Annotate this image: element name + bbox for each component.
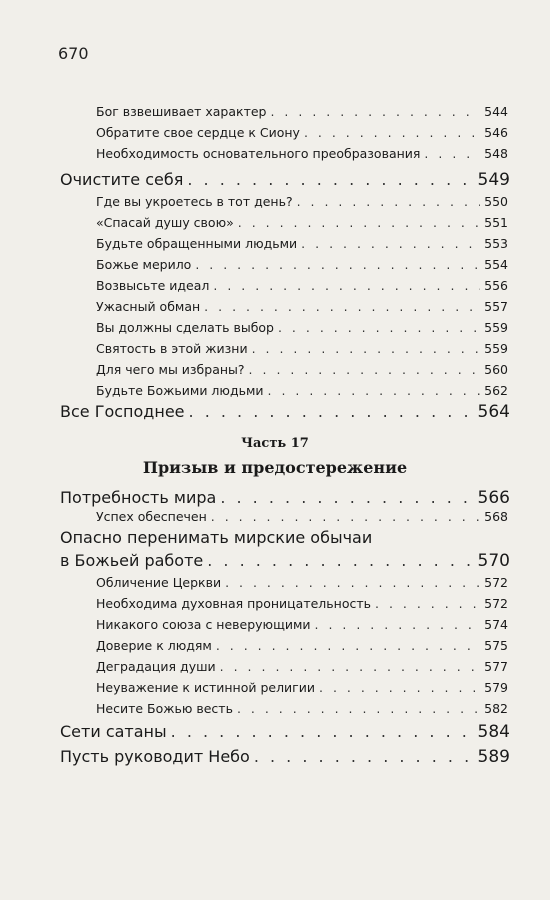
toc-entry-page: 572 [484, 596, 508, 611]
toc-section-title: Сети сатаны [60, 722, 167, 741]
toc-entry-title: Необходима духовная проницательность [96, 596, 371, 611]
toc-entry-title: Вы должны сделать выбор [96, 320, 274, 335]
toc-entry-page: 568 [484, 509, 508, 524]
toc-entry [96, 257, 508, 272]
toc-section [60, 551, 510, 571]
toc-entry-page: 574 [484, 617, 508, 632]
leader-dots [254, 747, 474, 766]
leader-dots [237, 701, 480, 716]
toc-entry-page: 575 [484, 638, 508, 653]
leader-dots [304, 125, 480, 140]
part-label: Часть 17 [241, 436, 309, 451]
toc-entry-title: «Спасай душу свою» [96, 215, 234, 230]
toc-entry-title: Божье мерило [96, 257, 192, 272]
toc-entry [96, 320, 508, 335]
toc-section [60, 170, 510, 190]
toc-entry-title: Где вы укроетесь в тот день? [96, 194, 293, 209]
leader-dots [187, 170, 473, 189]
toc-entry [96, 596, 508, 611]
toc-entry [96, 194, 508, 209]
toc-section-page: 589 [477, 747, 510, 767]
leader-dots [315, 617, 481, 632]
toc-section [60, 402, 510, 422]
toc-section-page: 584 [477, 722, 510, 742]
toc-entry-title: Несите Божью весть [96, 701, 233, 716]
toc-section-page: 570 [477, 551, 510, 571]
toc-entry-title: Для чего мы избраны? [96, 362, 245, 377]
toc-section-title: Потребность мира [60, 488, 217, 507]
toc-section [60, 747, 510, 767]
toc-entry-page: 582 [484, 701, 508, 716]
toc-entry-title: Возвысьте идеал [96, 278, 210, 293]
leader-dots [249, 362, 481, 377]
leader-dots [319, 680, 480, 695]
leader-dots [195, 257, 480, 272]
toc-section-page: 566 [477, 488, 510, 508]
toc-entry [96, 617, 508, 632]
toc-entry-title: Успех обеспечен [96, 509, 207, 524]
toc-entry-page: 562 [484, 383, 508, 398]
toc-section-page: 549 [477, 170, 510, 190]
leader-dots [213, 278, 480, 293]
leader-dots [238, 215, 480, 230]
toc-entry-title: Неуважение к истинной религии [96, 680, 315, 695]
toc-entry [96, 278, 508, 293]
toc-section-title: Пусть руководит Небо [60, 747, 250, 766]
leader-dots [252, 341, 481, 356]
toc-entry-title: Обличение Церкви [96, 575, 222, 590]
toc-entry-title: Будьте Божьими людьми [96, 383, 264, 398]
leader-dots [375, 596, 480, 611]
toc-entry [96, 362, 508, 377]
leader-dots [220, 659, 480, 674]
leader-dots [301, 236, 480, 251]
toc-entry-title: Ужасный обман [96, 299, 201, 314]
toc-entry [96, 680, 508, 695]
toc-entry-page: 550 [484, 194, 508, 209]
toc-entry-page: 559 [484, 341, 508, 356]
toc-entry-page: 551 [484, 215, 508, 230]
toc-section-title-line1: Опасно перенимать мирские обычаи [60, 528, 373, 547]
toc-entry [96, 236, 508, 251]
toc-entry [96, 638, 508, 653]
toc-entry-title: Будьте обращенными людьми [96, 236, 298, 251]
toc-entry [96, 701, 508, 716]
toc-entry-page: 554 [484, 257, 508, 272]
leader-dots [207, 551, 473, 570]
toc-entry-page: 559 [484, 320, 508, 335]
leader-dots [211, 509, 480, 524]
toc-entry-title: Доверие к людям [96, 638, 212, 653]
toc-section [60, 722, 510, 742]
toc-entry [96, 146, 508, 161]
toc-section-title: Все Господнее [60, 402, 185, 421]
toc-entry [96, 509, 508, 524]
toc-entry-title: Никакого союза с неверующими [96, 617, 311, 632]
toc-entry [96, 299, 508, 314]
toc-entry [96, 104, 508, 119]
part-title: Призыв и предостережение [142, 458, 408, 477]
leader-dots [189, 402, 474, 421]
toc-entry-page: 556 [484, 278, 508, 293]
toc-entry [96, 383, 508, 398]
leader-dots [204, 299, 480, 314]
toc-entry [96, 125, 508, 140]
leader-dots [225, 575, 480, 590]
leader-dots [297, 194, 481, 209]
toc-entry-title: Деградация души [96, 659, 216, 674]
toc-section-title-line2: в Божьей работе [60, 551, 204, 570]
toc-entry-page: 577 [484, 659, 508, 674]
page-number: 670 [58, 44, 89, 63]
toc-entry [96, 659, 508, 674]
leader-dots [424, 146, 480, 161]
leader-dots [270, 104, 480, 119]
toc-entry-page: 546 [484, 125, 508, 140]
toc-entry [96, 341, 508, 356]
leader-dots [171, 722, 474, 741]
toc-entry [96, 215, 508, 230]
toc-entry-title: Необходимость основательного преобразования [96, 146, 421, 161]
toc-entry-page: 548 [484, 146, 508, 161]
toc-section-title: Очистите себя [60, 170, 184, 189]
toc-entry-page: 557 [484, 299, 508, 314]
toc-section-page: 564 [477, 402, 510, 422]
leader-dots [216, 638, 480, 653]
toc-entry-page: 560 [484, 362, 508, 377]
toc-section [60, 488, 510, 508]
toc-entry-page: 553 [484, 236, 508, 251]
toc-entry-title: Бог взвешивает характер [96, 104, 267, 119]
leader-dots [268, 383, 481, 398]
toc-entry [96, 575, 508, 590]
leader-dots [220, 488, 473, 507]
toc-entry-title: Обратите свое сердце к Сиону [96, 125, 300, 140]
toc-entry-page: 572 [484, 575, 508, 590]
toc-entry-page: 544 [484, 104, 508, 119]
leader-dots [278, 320, 480, 335]
toc-entry-title: Святость в этой жизни [96, 341, 248, 356]
toc-entry-page: 579 [484, 680, 508, 695]
